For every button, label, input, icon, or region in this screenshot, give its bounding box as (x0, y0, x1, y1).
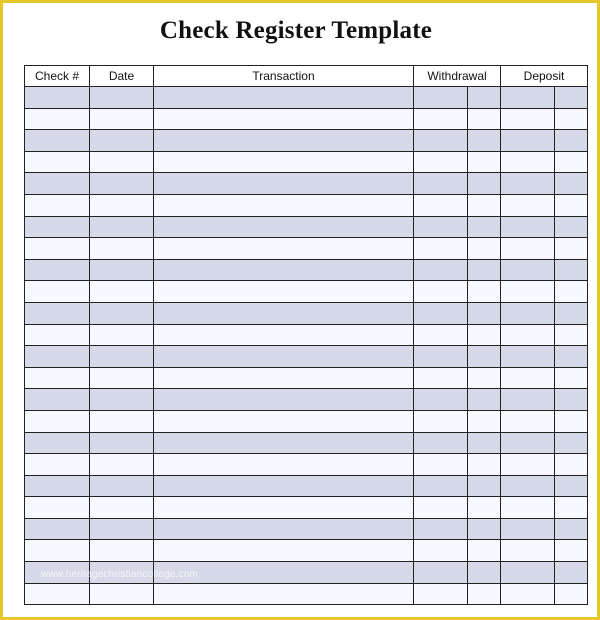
register-row (25, 432, 588, 454)
cell-date[interactable] (90, 151, 154, 173)
cell-withdrawal-dollars[interactable] (414, 324, 468, 346)
cell-transaction[interactable] (154, 346, 414, 368)
cell-withdrawal-dollars[interactable] (414, 194, 468, 216)
register-row (25, 454, 588, 476)
cell-deposit-cents[interactable] (555, 346, 588, 368)
cell-date[interactable] (90, 346, 154, 368)
register-row (25, 410, 588, 432)
register-row (25, 87, 588, 109)
cell-transaction[interactable] (154, 583, 414, 605)
cell-withdrawal-dollars[interactable] (414, 475, 468, 497)
cell-date[interactable] (90, 281, 154, 303)
cell-transaction[interactable] (154, 367, 414, 389)
header-row (25, 66, 588, 87)
register-row (25, 173, 588, 195)
cell-deposit-cents[interactable] (555, 259, 588, 281)
cell-withdrawal-dollars[interactable] (414, 259, 468, 281)
header-deposit: Deposit (501, 66, 588, 87)
cell-withdrawal-dollars[interactable] (414, 87, 468, 109)
cell-deposit-cents[interactable] (555, 389, 588, 411)
cell-deposit-dollars[interactable] (501, 108, 555, 130)
header-date: Date (90, 66, 154, 87)
register-row (25, 367, 588, 389)
cell-check-number[interactable] (25, 432, 90, 454)
cell-withdrawal-cents[interactable] (468, 87, 501, 109)
cell-withdrawal-dollars[interactable] (414, 454, 468, 476)
cell-deposit-dollars[interactable] (501, 194, 555, 216)
cell-transaction[interactable] (154, 281, 414, 303)
register-row (25, 518, 588, 540)
cell-check-number[interactable] (25, 130, 90, 152)
cell-check-number[interactable] (25, 583, 90, 605)
cell-withdrawal-cents[interactable] (468, 475, 501, 497)
cell-check-number[interactable] (25, 238, 90, 260)
cell-withdrawal-cents[interactable] (468, 497, 501, 519)
register-row (25, 238, 588, 260)
cell-deposit-dollars[interactable] (501, 238, 555, 260)
cell-deposit-dollars[interactable] (501, 432, 555, 454)
cell-date[interactable] (90, 540, 154, 562)
cell-deposit-cents[interactable] (555, 410, 588, 432)
cell-transaction[interactable] (154, 173, 414, 195)
cell-date[interactable] (90, 475, 154, 497)
cell-date[interactable] (90, 432, 154, 454)
cell-check-number[interactable] (25, 281, 90, 303)
cell-deposit-cents[interactable] (555, 130, 588, 152)
cell-withdrawal-cents[interactable] (468, 173, 501, 195)
cell-check-number[interactable] (25, 410, 90, 432)
cell-deposit-cents[interactable] (555, 432, 588, 454)
register-row (25, 130, 588, 152)
cell-deposit-dollars[interactable] (501, 151, 555, 173)
cell-transaction[interactable] (154, 410, 414, 432)
watermark-text: www.heritagechristiancollege.com (41, 569, 199, 580)
cell-check-number[interactable] (25, 173, 90, 195)
cell-deposit-dollars[interactable] (501, 389, 555, 411)
cell-withdrawal-dollars[interactable] (414, 432, 468, 454)
cell-date[interactable] (90, 194, 154, 216)
cell-deposit-dollars[interactable] (501, 281, 555, 303)
cell-deposit-dollars[interactable] (501, 130, 555, 152)
cell-withdrawal-cents[interactable] (468, 259, 501, 281)
cell-deposit-cents[interactable] (555, 475, 588, 497)
cell-withdrawal-cents[interactable] (468, 302, 501, 324)
cell-deposit-dollars[interactable] (501, 562, 555, 584)
cell-deposit-cents[interactable] (555, 302, 588, 324)
cell-deposit-dollars[interactable] (501, 454, 555, 476)
cell-withdrawal-cents[interactable] (468, 367, 501, 389)
cell-withdrawal-dollars[interactable] (414, 151, 468, 173)
cell-deposit-cents[interactable] (555, 562, 588, 584)
cell-deposit-dollars[interactable] (501, 173, 555, 195)
register-row (25, 497, 588, 519)
page-title: Check Register Template (159, 17, 433, 44)
cell-transaction[interactable] (154, 238, 414, 260)
cell-deposit-dollars[interactable] (501, 540, 555, 562)
cell-deposit-dollars[interactable] (501, 367, 555, 389)
register-row (25, 389, 588, 411)
cell-deposit-dollars[interactable] (501, 87, 555, 109)
cell-check-number[interactable] (25, 151, 90, 173)
cell-deposit-cents[interactable] (555, 540, 588, 562)
cell-withdrawal-dollars[interactable] (414, 410, 468, 432)
cell-transaction[interactable] (154, 475, 414, 497)
cell-deposit-dollars[interactable] (501, 518, 555, 540)
cell-withdrawal-dollars[interactable] (414, 173, 468, 195)
cell-deposit-cents[interactable] (555, 583, 588, 605)
cell-date[interactable] (90, 302, 154, 324)
cell-transaction[interactable] (154, 518, 414, 540)
cell-deposit-cents[interactable] (555, 454, 588, 476)
cell-date[interactable] (90, 518, 154, 540)
cell-deposit-dollars[interactable] (501, 324, 555, 346)
cell-transaction[interactable] (154, 194, 414, 216)
cell-withdrawal-dollars[interactable] (414, 497, 468, 519)
cell-withdrawal-cents[interactable] (468, 238, 501, 260)
cell-transaction[interactable] (154, 540, 414, 562)
cell-withdrawal-dollars[interactable] (414, 216, 468, 238)
register-row (25, 194, 588, 216)
register-row (25, 151, 588, 173)
cell-withdrawal-dollars[interactable] (414, 238, 468, 260)
cell-withdrawal-cents[interactable] (468, 562, 501, 584)
cell-check-number[interactable] (25, 324, 90, 346)
cell-deposit-cents[interactable] (555, 324, 588, 346)
cell-deposit-cents[interactable] (555, 497, 588, 519)
cell-deposit-cents[interactable] (555, 367, 588, 389)
cell-check-number[interactable] (25, 259, 90, 281)
cell-date[interactable] (90, 583, 154, 605)
cell-deposit-cents[interactable] (555, 151, 588, 173)
cell-withdrawal-cents[interactable] (468, 389, 501, 411)
cell-deposit-cents[interactable] (555, 194, 588, 216)
cell-withdrawal-cents[interactable] (468, 194, 501, 216)
cell-withdrawal-cents[interactable] (468, 281, 501, 303)
cell-transaction[interactable] (154, 259, 414, 281)
cell-withdrawal-dollars[interactable] (414, 583, 468, 605)
register-row (25, 475, 588, 497)
cell-withdrawal-dollars[interactable] (414, 302, 468, 324)
cell-transaction[interactable] (154, 130, 414, 152)
cell-deposit-cents[interactable] (555, 216, 588, 238)
cell-transaction[interactable] (154, 324, 414, 346)
register-row (25, 302, 588, 324)
cell-deposit-dollars[interactable] (501, 302, 555, 324)
cell-withdrawal-cents[interactable] (468, 324, 501, 346)
cell-withdrawal-cents[interactable] (468, 432, 501, 454)
cell-withdrawal-cents[interactable] (468, 108, 501, 130)
cell-transaction[interactable] (154, 302, 414, 324)
cell-withdrawal-dollars[interactable] (414, 346, 468, 368)
register-row (25, 324, 588, 346)
cell-check-number[interactable] (25, 367, 90, 389)
cell-withdrawal-dollars[interactable] (414, 108, 468, 130)
cell-date[interactable] (90, 410, 154, 432)
cell-deposit-cents[interactable] (555, 281, 588, 303)
cell-withdrawal-dollars[interactable] (414, 130, 468, 152)
cell-withdrawal-dollars[interactable] (414, 281, 468, 303)
cell-withdrawal-cents[interactable] (468, 454, 501, 476)
cell-date[interactable] (90, 130, 154, 152)
cell-withdrawal-dollars[interactable] (414, 367, 468, 389)
register-row (25, 346, 588, 368)
cell-deposit-dollars[interactable] (501, 259, 555, 281)
header-withdrawal: Withdrawal (414, 66, 501, 87)
cell-check-number[interactable] (25, 216, 90, 238)
cell-withdrawal-dollars[interactable] (414, 540, 468, 562)
cell-deposit-cents[interactable] (555, 108, 588, 130)
register-body (25, 87, 588, 605)
cell-withdrawal-cents[interactable] (468, 518, 501, 540)
cell-check-number[interactable] (25, 108, 90, 130)
cell-date[interactable] (90, 87, 154, 109)
cell-check-number[interactable] (25, 497, 90, 519)
cell-date[interactable] (90, 238, 154, 260)
cell-date[interactable] (90, 259, 154, 281)
cell-date[interactable] (90, 367, 154, 389)
header-check-number: Check # (25, 66, 90, 87)
cell-date[interactable] (90, 454, 154, 476)
cell-deposit-dollars[interactable] (501, 497, 555, 519)
cell-withdrawal-cents[interactable] (468, 540, 501, 562)
cell-withdrawal-cents[interactable] (468, 151, 501, 173)
cell-transaction[interactable] (154, 497, 414, 519)
register-row (25, 281, 588, 303)
cell-withdrawal-cents[interactable] (468, 410, 501, 432)
cell-check-number[interactable] (25, 87, 90, 109)
cell-withdrawal-dollars[interactable] (414, 389, 468, 411)
cell-withdrawal-dollars[interactable] (414, 562, 468, 584)
cell-date[interactable] (90, 497, 154, 519)
cell-transaction[interactable] (154, 87, 414, 109)
cell-transaction[interactable] (154, 151, 414, 173)
cell-withdrawal-dollars[interactable] (414, 518, 468, 540)
cell-deposit-dollars[interactable] (501, 475, 555, 497)
cell-withdrawal-cents[interactable] (468, 346, 501, 368)
cell-withdrawal-cents[interactable] (468, 130, 501, 152)
cell-date[interactable] (90, 324, 154, 346)
cell-transaction[interactable] (154, 389, 414, 411)
cell-check-number[interactable] (25, 389, 90, 411)
cell-check-number[interactable] (25, 346, 90, 368)
cell-check-number[interactable] (25, 540, 90, 562)
cell-transaction[interactable] (154, 454, 414, 476)
cell-check-number[interactable] (25, 454, 90, 476)
cell-date[interactable] (90, 216, 154, 238)
cell-withdrawal-cents[interactable] (468, 216, 501, 238)
cell-transaction[interactable] (154, 432, 414, 454)
header-transaction: Transaction (154, 66, 414, 87)
cell-deposit-cents[interactable] (555, 238, 588, 260)
cell-check-number[interactable] (25, 518, 90, 540)
register-row (25, 259, 588, 281)
cell-deposit-dollars[interactable] (501, 583, 555, 605)
cell-transaction[interactable] (154, 108, 414, 130)
cell-deposit-dollars[interactable] (501, 216, 555, 238)
cell-deposit-cents[interactable] (555, 87, 588, 109)
cell-transaction[interactable] (154, 216, 414, 238)
cell-date[interactable] (90, 389, 154, 411)
cell-deposit-cents[interactable] (555, 173, 588, 195)
register-row (25, 540, 588, 562)
register-row (25, 108, 588, 130)
cell-deposit-cents[interactable] (555, 518, 588, 540)
cell-deposit-dollars[interactable] (501, 346, 555, 368)
register-row (25, 583, 588, 605)
register-row (25, 216, 588, 238)
cell-date[interactable] (90, 173, 154, 195)
cell-check-number[interactable] (25, 194, 90, 216)
check-register-table (24, 65, 588, 605)
cell-check-number[interactable] (25, 302, 90, 324)
cell-date[interactable] (90, 108, 154, 130)
cell-withdrawal-cents[interactable] (468, 583, 501, 605)
cell-check-number[interactable] (25, 475, 90, 497)
cell-deposit-dollars[interactable] (501, 410, 555, 432)
